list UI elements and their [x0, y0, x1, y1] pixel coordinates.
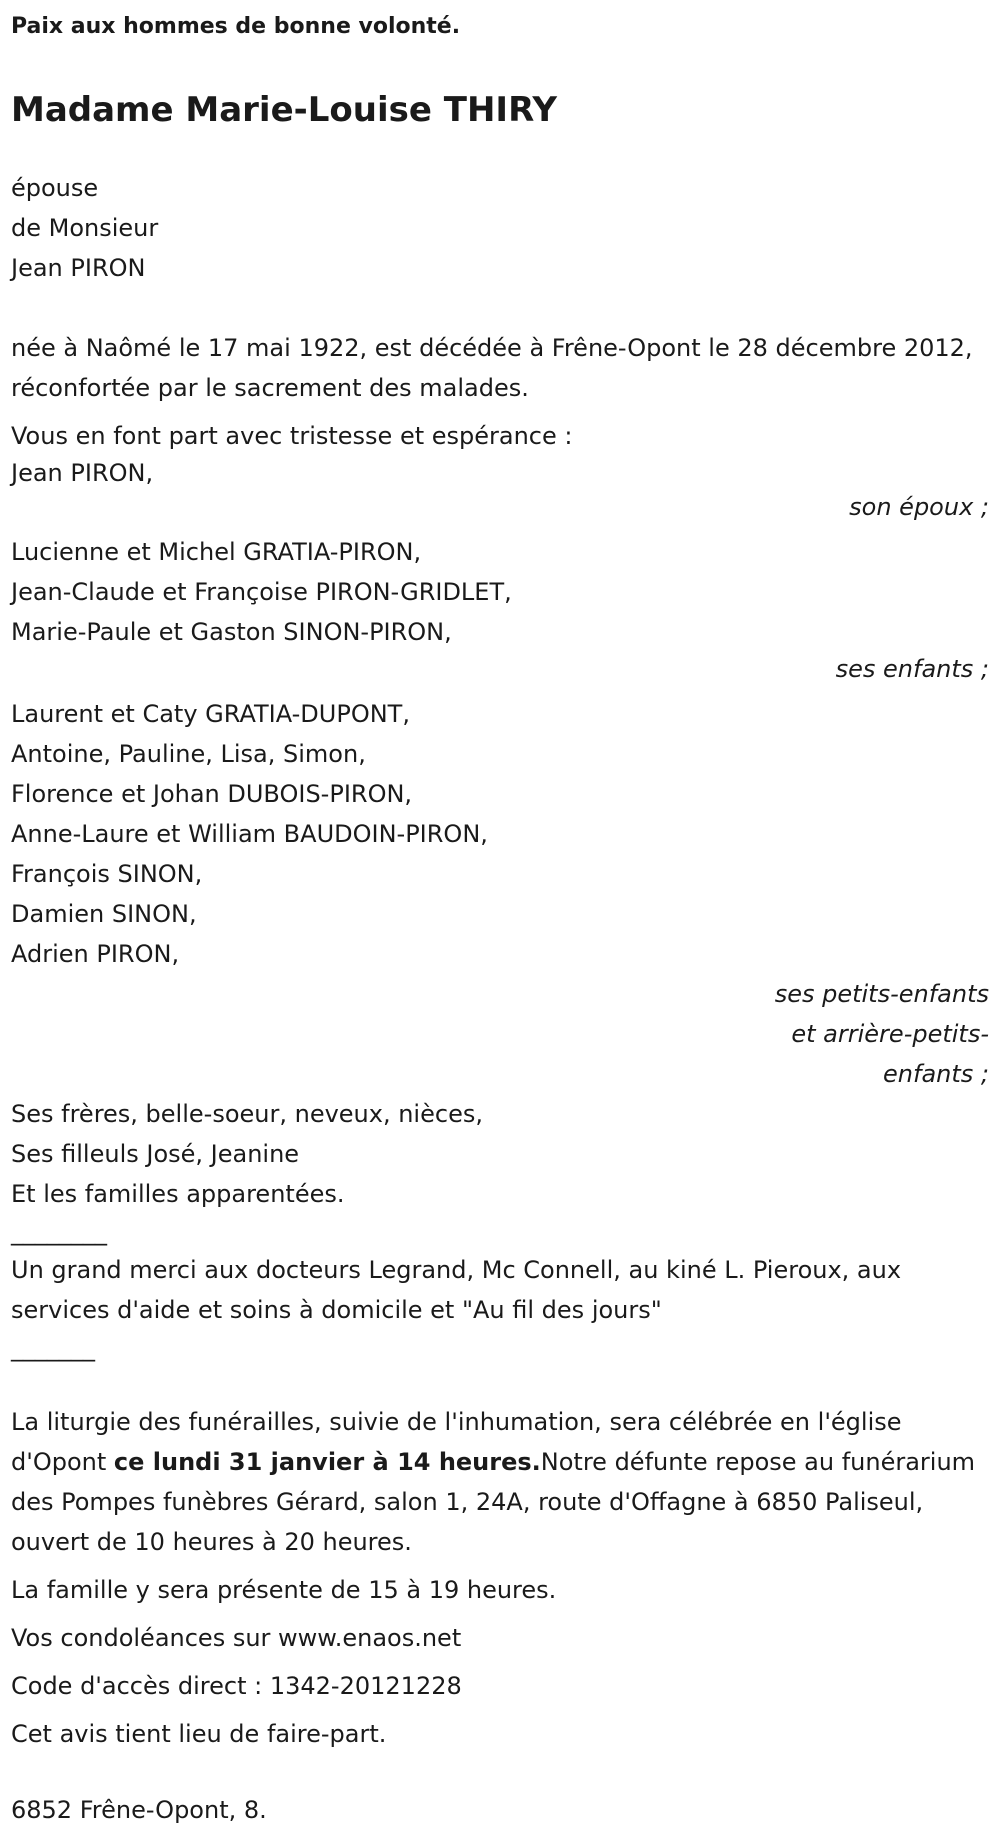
husband-role: son époux ; [849, 493, 989, 521]
others-block [11, 1094, 989, 1214]
condolences-text: Vos condoléances sur www.enaos.net [11, 1624, 462, 1652]
spouse-line: de Monsieur [11, 214, 159, 242]
access-code-text: Code d'accès direct : 1342-20121228 [11, 1672, 462, 1700]
separator: ________ [11, 1218, 107, 1246]
grandchildren-role: et arrière-petits- [791, 1020, 989, 1048]
grandchild-line: François SINON, [11, 860, 203, 888]
spouse-line: épouse [11, 174, 99, 202]
others-line: Ses filleuls José, Jeanine [11, 1140, 300, 1168]
child-line: Lucienne et Michel GRATIA-PIRON, [11, 538, 422, 566]
presence-text: La famille y sera présente de 15 à 19 heures. [11, 1576, 557, 1604]
grandchild-line: Florence et Johan DUBOIS-PIRON, [11, 780, 413, 808]
spouse-line: Jean PIRON [11, 254, 146, 282]
notice-text: Cet avis tient lieu de faire-part. [11, 1720, 387, 1748]
children-role: ses enfants ; [835, 655, 989, 683]
spouse-block [11, 168, 989, 288]
announce-text: Vous en font part avec tristesse et espérance : [11, 422, 573, 450]
thanks-text: Un grand merci aux docteurs Legrand, Mc Connell, au kiné L. Pieroux, aux services d'aide et soins à domicile et "Au fil des jours" [11, 1256, 902, 1324]
husband-block [11, 456, 989, 524]
grandchildren-role: ses petits-enfants [774, 980, 989, 1008]
obituary-page [0, 12, 1000, 1830]
children-block [11, 532, 989, 686]
husband-name: Jean PIRON, [11, 459, 154, 487]
deceased-name: Madame Marie-Louise THIRY [11, 90, 558, 130]
grandchild-line: Laurent et Caty GRATIA-DUPONT, [11, 700, 410, 728]
address-text: 6852 Frêne-Opont, 8. [11, 1796, 267, 1824]
grandchildren-block [11, 694, 989, 1094]
child-line: Jean-Claude et Françoise PIRON-GRIDLET, [11, 578, 512, 606]
child-line: Marie-Paule et Gaston SINON-PIRON, [11, 618, 452, 646]
grandchild-line: Adrien PIRON, [11, 940, 180, 968]
grandchild-line: Anne-Laure et William BAUDOIN-PIRON, [11, 820, 488, 848]
grandchild-line: Antoine, Pauline, Lisa, Simon, [11, 740, 366, 768]
separator: _______ [11, 1334, 95, 1362]
funeral-text-part2: Notre défunte repose au funérarium des Pompes funèbres Gérard, salon 1, 24A, route d'Offagne à 6850 Paliseul, ouvert de 10 heures à 20 heures. [11, 1448, 976, 1556]
birth-death-text: née à Naômé le 17 mai 1922, est décédée à Frêne-Opont le 28 décembre 2012, réconfortée par le sacrement des malades. [11, 334, 973, 402]
others-line: Ses frères, belle-soeur, neveux, nièces, [11, 1100, 483, 1128]
funeral-text [11, 1402, 989, 1562]
funeral-date: ce lundi 31 janvier à 14 heures. [113, 1448, 541, 1476]
grandchild-line: Damien SINON, [11, 900, 197, 928]
grandchildren-role: enfants ; [883, 1060, 989, 1088]
funeral-text-part1: La liturgie des funérailles, suivie de l'inhumation, sera célébrée en l'église d'Opont [11, 1408, 902, 1476]
others-line: Et les familles apparentées. [11, 1180, 345, 1208]
motto: Paix aux hommes de bonne volonté. [11, 14, 461, 39]
